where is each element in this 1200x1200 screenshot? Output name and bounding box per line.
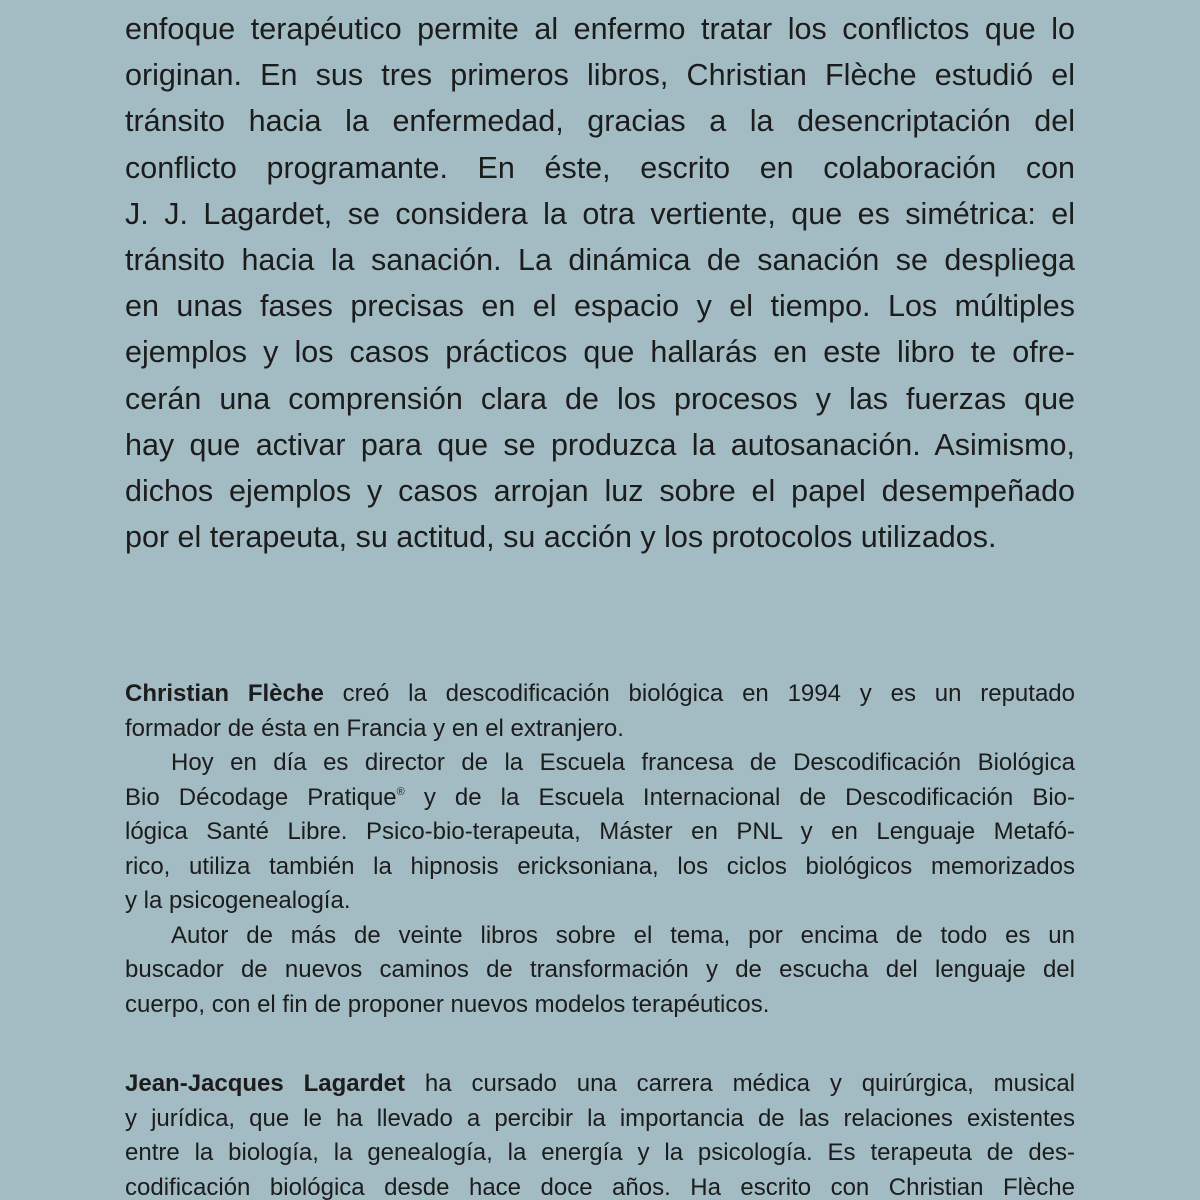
summary-line: hay que activar para que se produzca la autosanación. Asimismo, (125, 427, 1075, 462)
bio-line (125, 677, 1075, 712)
summary-line: enfoque terapéutico permite al enfermo tratar los conflictos que lo (125, 12, 1075, 46)
bio-line: rico, utiliza también la hipnosis ericksoniana, los ciclos biológicos memorizados (125, 852, 1075, 880)
bio-line: entre la biología, la genealogía, la energía y la psicología. Es terapeuta de des- (125, 1139, 1075, 1166)
bio-line: formador de ésta en Francia y en el extranjero. (125, 714, 624, 742)
bio-line (125, 781, 1075, 816)
summary-line: por el terapeuta, su actitud, su acción y los protocolos utilizados. (125, 520, 997, 555)
bio-line (125, 1067, 1075, 1102)
bio-line: buscador de nuevos caminos de transformación y de escucha del lenguaje del (125, 956, 1075, 983)
bio-text: creó la descodificación biológica en 1994 y es un reputado (323, 680, 1075, 707)
summary-line: conflicto programante. En éste, escrito en colaboración con (125, 150, 1075, 185)
bio-line: y la psicogenealogía. (125, 887, 351, 914)
summary-line: ejemplos y los casos prácticos que hallarás en este libro te ofre- (125, 335, 1075, 370)
bio-line: lógica Santé Libre. Psico-bio-terapeuta, Máster en PNL y en Lenguaje Metafó- (125, 818, 1075, 845)
summary-line: J. J. Lagardet, se considera la otra vertiente, que es simétrica: el (125, 196, 1075, 231)
summary-line: tránsito hacia la enfermedad, gracias a la desencriptación del (125, 104, 1075, 139)
author-name: Jean-Jacques Lagardet (125, 1070, 405, 1097)
summary-line: dichos ejemplos y casos arrojan luz sobre el papel desempeñado (125, 473, 1075, 508)
summary-line: cerán una comprensión clara de los procesos y las fuerzas que (125, 381, 1075, 416)
bio-text: Bio Décodage Pratique (125, 783, 397, 811)
bio-line: codificación biológica desde hace doce años. Ha escrito con Christian Flèche (125, 1173, 1075, 1200)
bio-line: y jurídica, que le ha llevado a percibir la importancia de las relaciones existentes (125, 1104, 1075, 1132)
book-summary (125, 6, 1075, 560)
bio-line: Autor de más de veinte libros sobre el tema, por encima de todo es un (171, 921, 1075, 949)
bio-text: y de la Escuela Internacional de Descodificación Bio- (404, 783, 1075, 811)
registered-trademark-mark: ® (396, 785, 405, 798)
summary-line: en unas fases precisas en el espacio y el tiempo. Los múltiples (125, 289, 1075, 324)
author-bio-christian-fleche (125, 677, 1075, 1022)
summary-line: tránsito hacia la sanación. La dinámica de sanación se despliega (125, 242, 1075, 277)
author-name: Christian Flèche (125, 680, 324, 707)
bio-text: ha cursado una carrera médica y quirúrgica, musical (405, 1070, 1075, 1097)
summary-line: originan. En sus tres primeros libros, Christian Flèche estudió el (125, 58, 1075, 93)
bio-line: Hoy en día es director de la Escuela francesa de Descodificación Biológica (171, 749, 1075, 776)
bio-line: cuerpo, con el fin de proponer nuevos modelos terapéuticos. (125, 990, 770, 1018)
author-bio-jean-jacques-lagardet (125, 1067, 1075, 1200)
